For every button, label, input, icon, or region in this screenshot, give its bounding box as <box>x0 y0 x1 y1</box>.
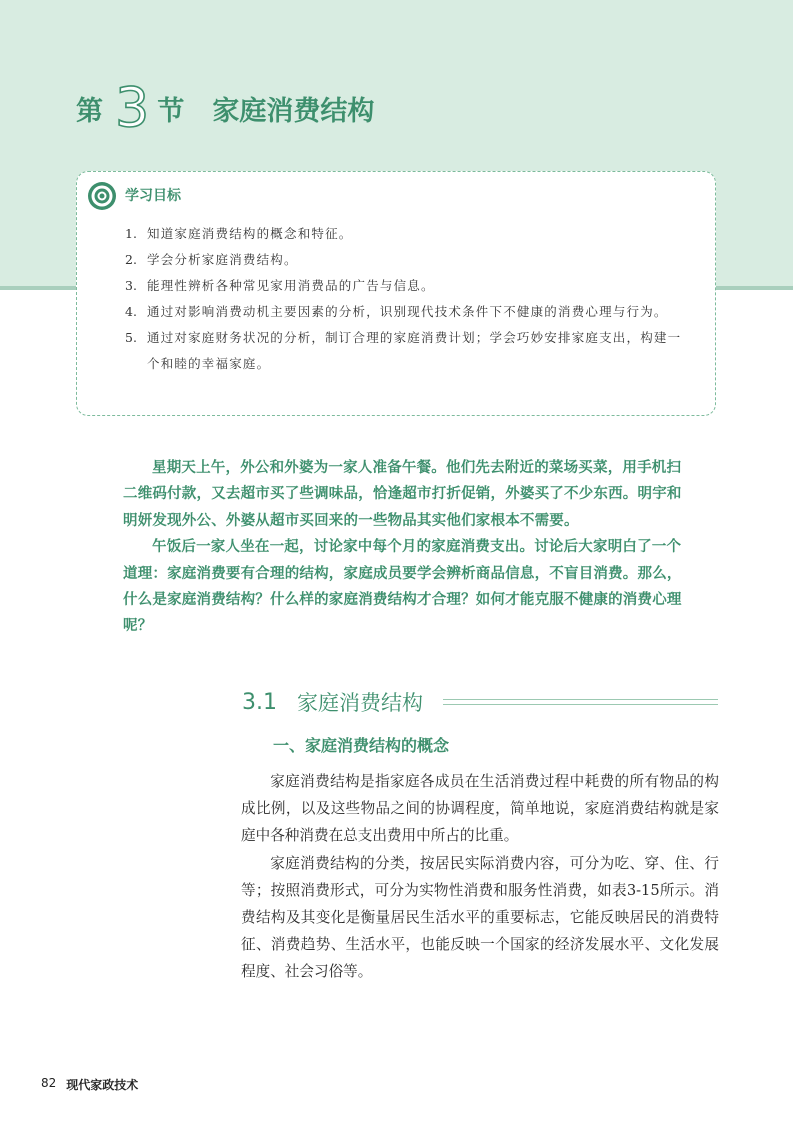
objective-item <box>125 273 685 299</box>
chapter-number: 3 <box>115 76 150 139</box>
objective-number: 5. <box>125 330 137 345</box>
intro-paragraph: 星期天上午，外公和外婆为一家人准备午餐。他们先去附近的菜场买菜，用手机扫二维码付款，又去超市买了些调味品，恰逢超市打折促销，外婆买了不少东西。明宇和明妍发现外公、外婆从超市买回来的一些物品其实他们家根本不需要。 <box>123 460 682 529</box>
objective-text: 知道家庭消费结构的概念和特征。 <box>147 226 353 241</box>
objective-text: 学会分析家庭消费结构。 <box>147 252 298 267</box>
objective-item <box>125 299 685 325</box>
section-rule <box>443 699 718 705</box>
target-icon <box>87 181 117 211</box>
learning-objectives-box <box>76 171 716 416</box>
objective-number: 1. <box>125 226 137 241</box>
objective-text: 能理性辨析各种常见家用消费品的广告与信息。 <box>147 278 435 293</box>
chapter-suffix: 节 <box>157 95 185 127</box>
objective-text: 通过对影响消费动机主要因素的分析，识别现代技术条件下不健康的消费心理与行为。 <box>147 304 668 319</box>
section-heading <box>242 684 718 720</box>
section-body <box>241 768 719 986</box>
subsection-heading: 一、家庭消费结构的概念 <box>273 736 450 755</box>
objective-number: 2. <box>125 252 137 267</box>
book-title: 现代家政技术 <box>66 1078 139 1092</box>
objectives-list <box>125 221 685 377</box>
intro-scenario <box>123 455 683 640</box>
chapter-name: 家庭消费结构 <box>212 95 375 127</box>
chapter-prefix: 第 <box>76 95 103 127</box>
objective-item <box>125 325 685 377</box>
objectives-label: 学习目标 <box>125 188 181 204</box>
objective-number: 3. <box>125 278 137 293</box>
page-footer <box>41 1076 138 1093</box>
section-title: 家庭消费结构 <box>297 691 423 715</box>
objective-text: 通过对家庭财务状况的分析，制订合理的家庭消费计划；学会巧妙安排家庭支出，构建一个和睦的幸福家庭。 <box>147 330 682 371</box>
objective-item <box>125 221 685 247</box>
intro-paragraph: 午饭后一家人坐在一起，讨论家中每个月的家庭消费支出。讨论后大家明白了一个道理：家庭消费要有合理的结构，家庭成员要学会辨析商品信息，不盲目消费。那么，什么是家庭消费结构？什么样的家庭消费结构才合理？如何才能克服不健康的消费心理呢？ <box>123 539 682 635</box>
section-number: 3.1 <box>242 689 277 715</box>
objective-item <box>125 247 685 273</box>
objective-number: 4. <box>125 304 137 319</box>
body-paragraph: 家庭消费结构是指家庭各成员在生活消费过程中耗费的所有物品的构成比例，以及这些物品之间的协调程度，简单地说，家庭消费结构就是家庭中各种消费在总支出费用中所占的比重。 <box>241 773 719 845</box>
page-number: 82 <box>41 1076 57 1090</box>
chapter-title <box>76 78 374 138</box>
body-paragraph: 家庭消费结构的分类，按居民实际消费内容，可分为吃、穿、住、行等；按照消费形式，可分为实物性消费和服务性消费，如表3-15所示。消费结构及其变化是衡量居民生活水平的重要标志，它能反映居民的消费特征、消费趋势、生活水平，也能反映一个国家的经济发展水平、文化发展程度、社会习俗等。 <box>241 854 719 981</box>
